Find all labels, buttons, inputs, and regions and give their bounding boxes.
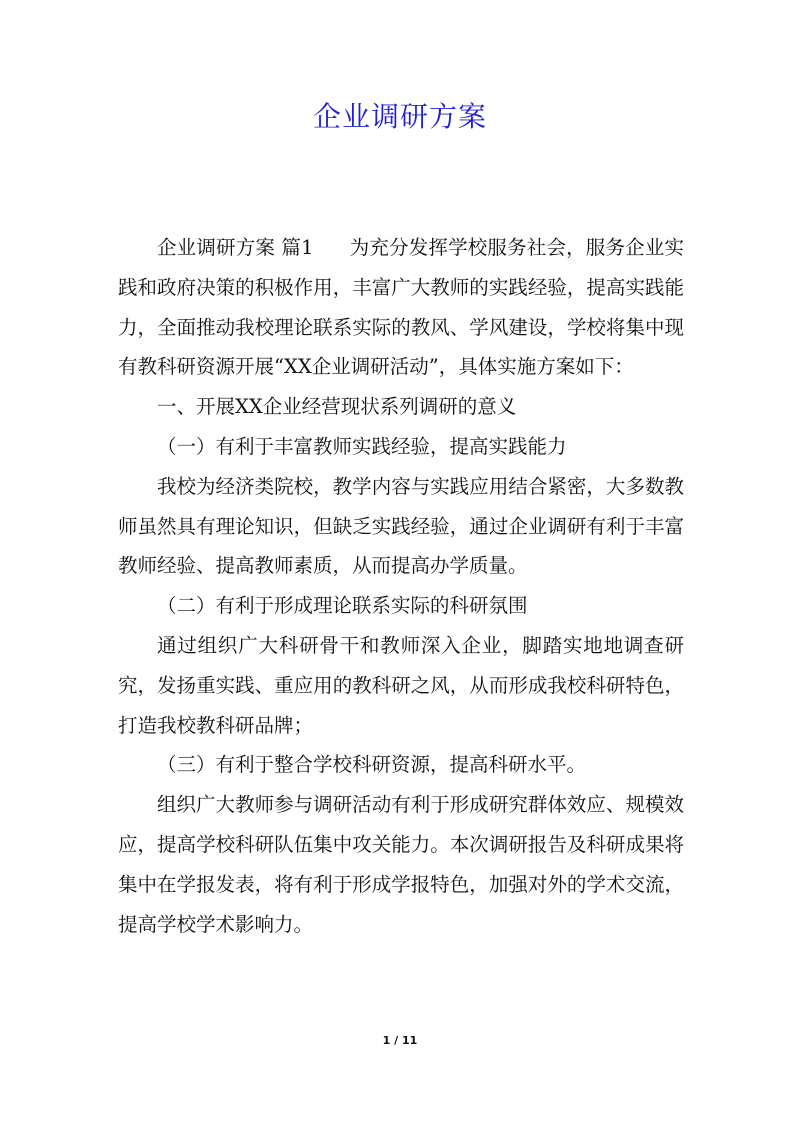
subheading-three: （三）有利于整合学校科研资源，提高科研水平。 (157, 753, 587, 777)
body-paragraph-two: 通过组织广大科研骨干和教师深入企业，脚踏实地地调查研究，发扬重实践、重应用的教科研之风，从而形成我校科研特色，打造我校教科研品牌； (118, 633, 684, 737)
body-paragraph-one: 我校为经济类院校，教学内容与实践应用结合紧密，大多数教师虽然具有理论知识，但缺乏实践经验，通过企业调研有利于丰富教师经验、提高教师素质，从而提高办学质量。 (118, 474, 684, 578)
intro-paragraph (118, 228, 684, 387)
page-indicator: 1 / 11 (382, 1034, 418, 1047)
heading-significance: 一、开展XX企业经营现状系列调研的意义 (157, 395, 517, 419)
body-paragraph-three: 组织广大教师参与调研活动有利于形成研究群体效应、规模效应，提高学校科研队伍集中攻关能力。本次调研报告及科研成果将集中在学报发表，将有利于形成学报特色，加强对外的学术交流，提高学校学术影响力。 (118, 793, 684, 936)
intro-prefix: 企业调研方案 篇1 (157, 236, 314, 259)
document-body (118, 228, 684, 944)
subheading-one: （一）有利于丰富教师实践经验，提高实践能力 (157, 434, 567, 458)
document-title: 企业调研方案 (312, 100, 487, 133)
subheading-two: （二）有利于形成理论联系实际的科研氛围 (157, 594, 528, 618)
intro-text: 为充分发挥学校服务社会，服务企业实践和政府决策的积极作用，丰富广大教师的实践经验，提高实践能力，全面推动我校理论联系实际的教风、学风建设，学校将集中现有教科研资源开展“XX企业调研活动”，具体实施方案如下： (118, 236, 684, 379)
